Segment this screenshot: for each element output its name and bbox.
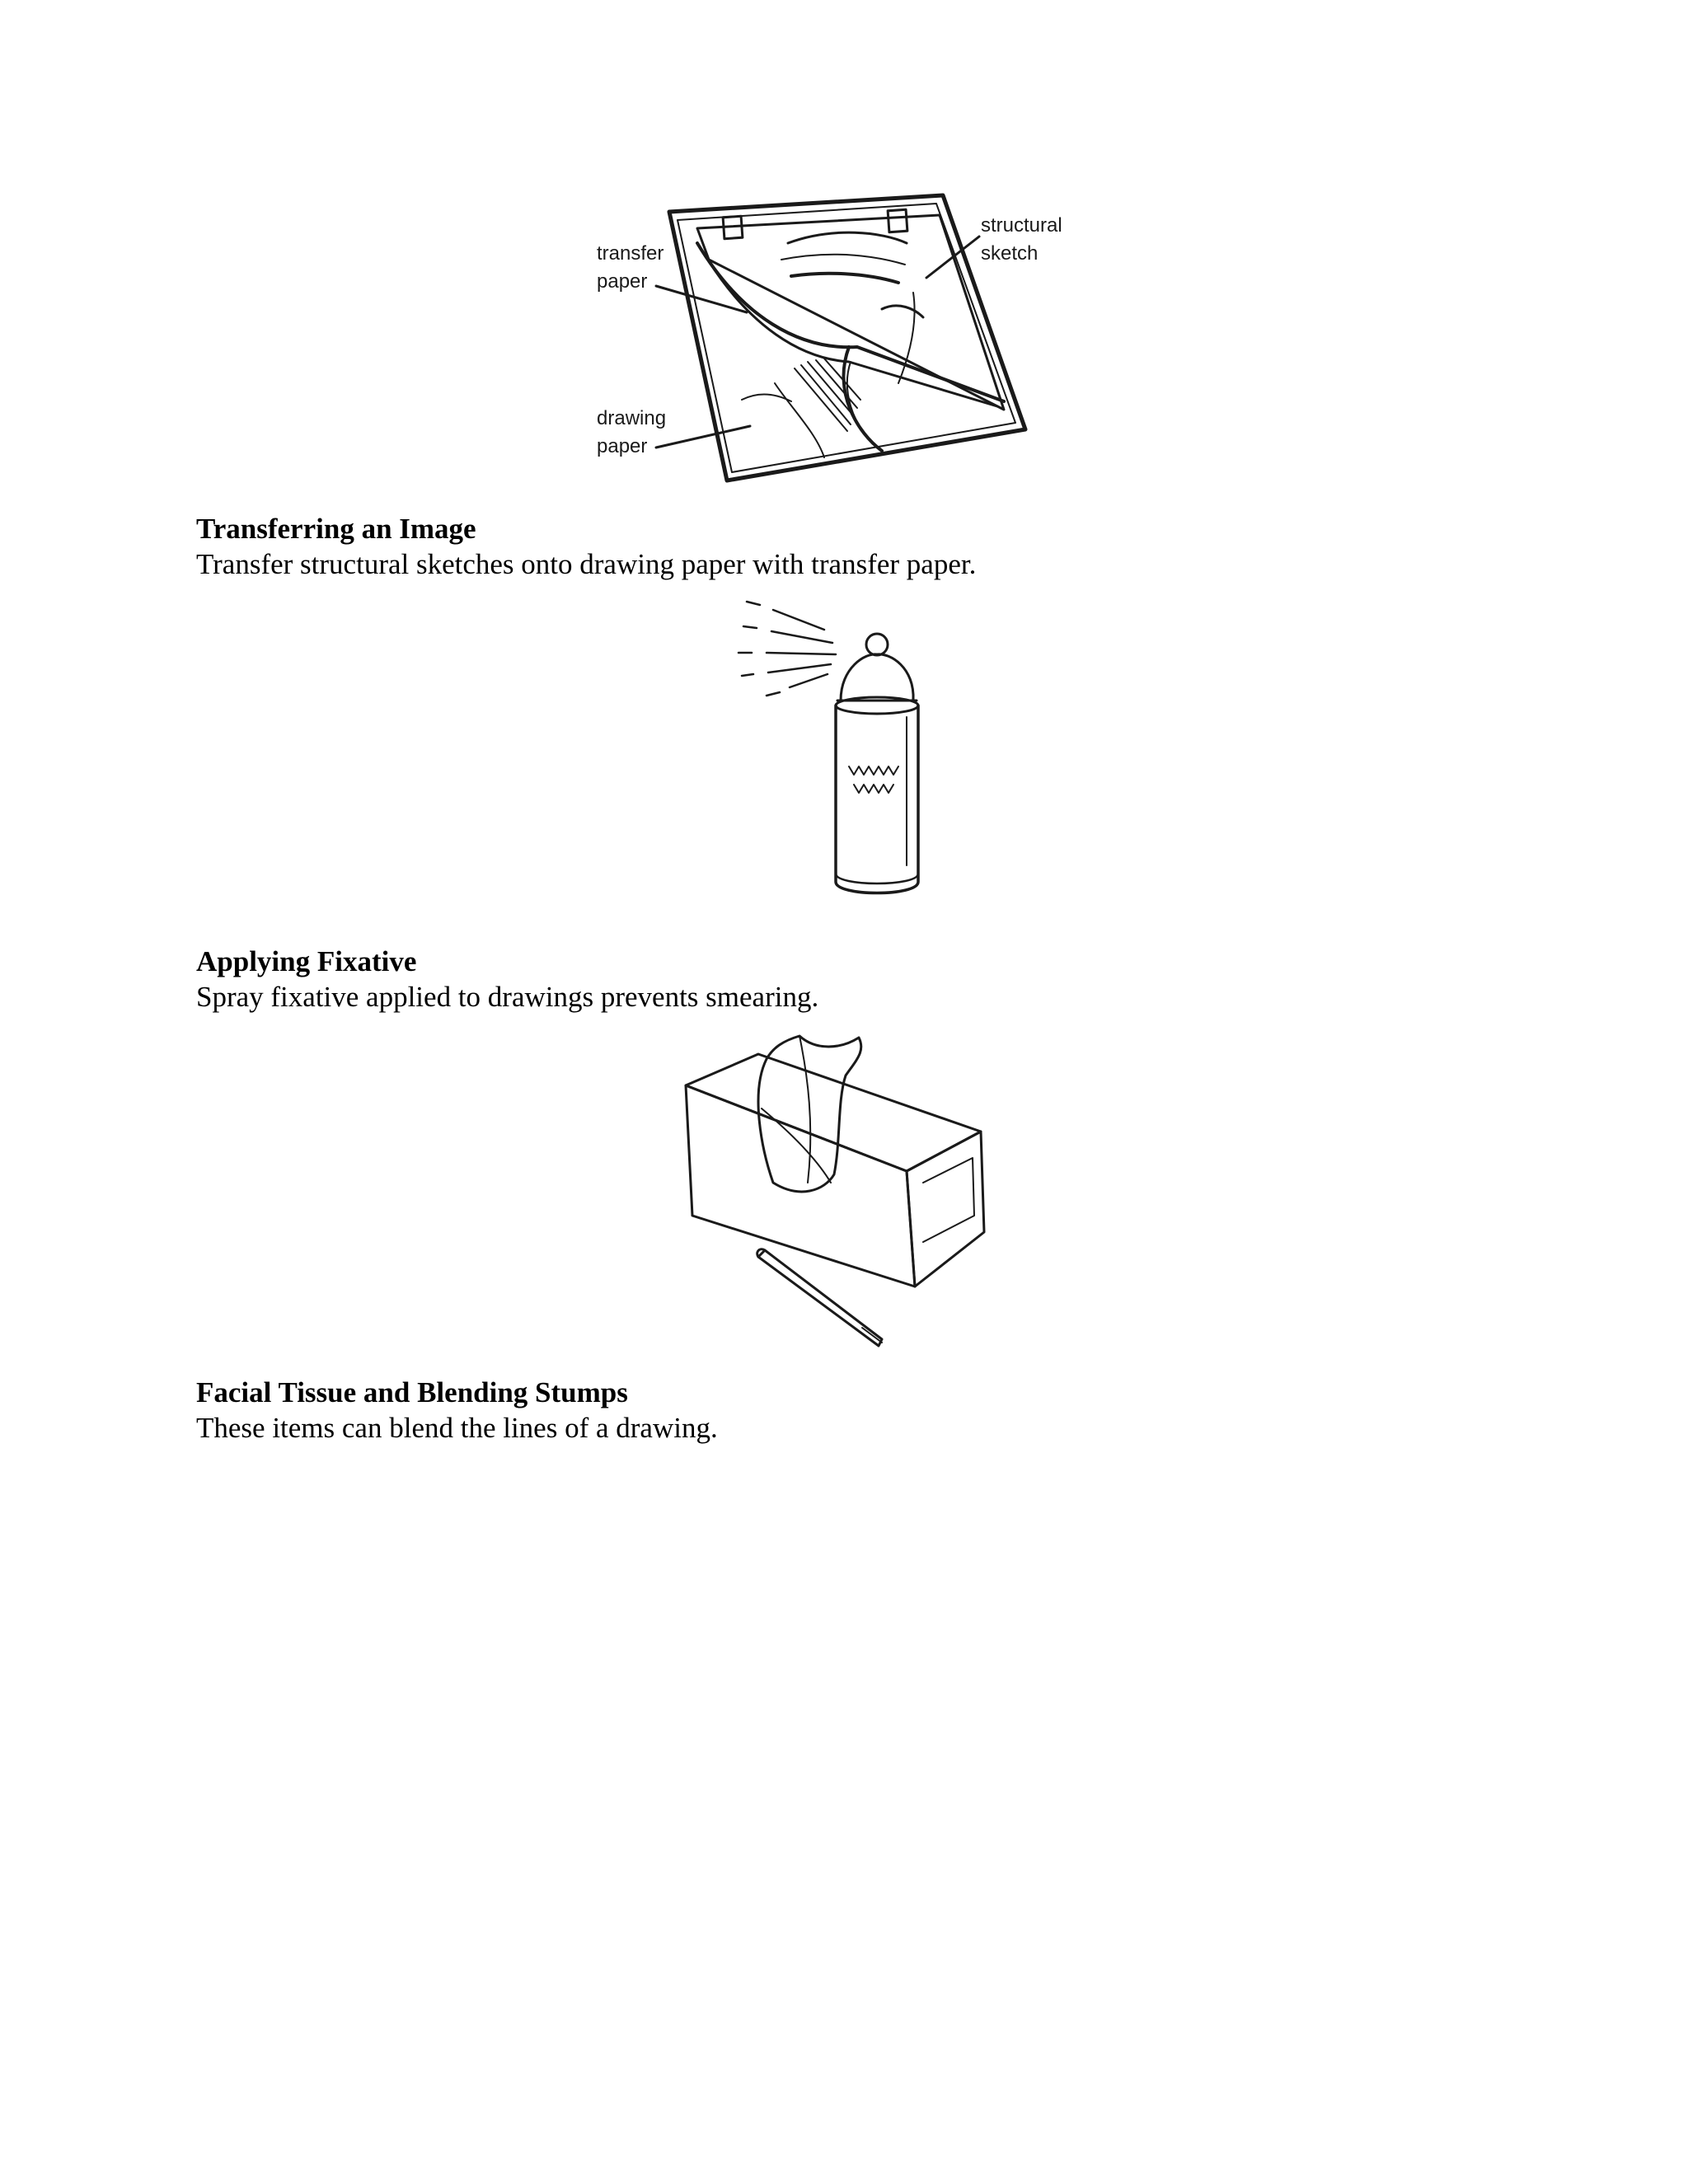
figure-description: Transfer structural sketches onto drawing paper with transfer paper. xyxy=(196,548,977,580)
label-drawing-paper-2: paper xyxy=(597,435,648,457)
caption-transferring xyxy=(196,511,1515,582)
label-drawing-paper-1: drawing xyxy=(597,407,667,429)
label-structural-sketch-1: structural xyxy=(981,214,1062,237)
figure-description: These items can blend the lines of a drawing. xyxy=(196,1412,718,1444)
figure-title: Transferring an Image xyxy=(196,513,476,545)
caption-tissue xyxy=(196,1375,1515,1446)
transfer-illustration xyxy=(585,185,1088,490)
spray-can-illustration xyxy=(734,593,956,915)
caption-fixative xyxy=(196,944,1515,1015)
label-transfer-paper-1: transfer xyxy=(597,242,664,265)
tissue-box-illustration xyxy=(676,1026,989,1347)
label-structural-sketch-2: sketch xyxy=(981,242,1039,265)
figure-title: Facial Tissue and Blending Stumps xyxy=(196,1376,628,1408)
label-transfer-paper-2: paper xyxy=(597,270,648,293)
figure-description: Spray fixative applied to drawings prevents smearing. xyxy=(196,981,819,1013)
figure-title: Applying Fixative xyxy=(196,945,417,977)
